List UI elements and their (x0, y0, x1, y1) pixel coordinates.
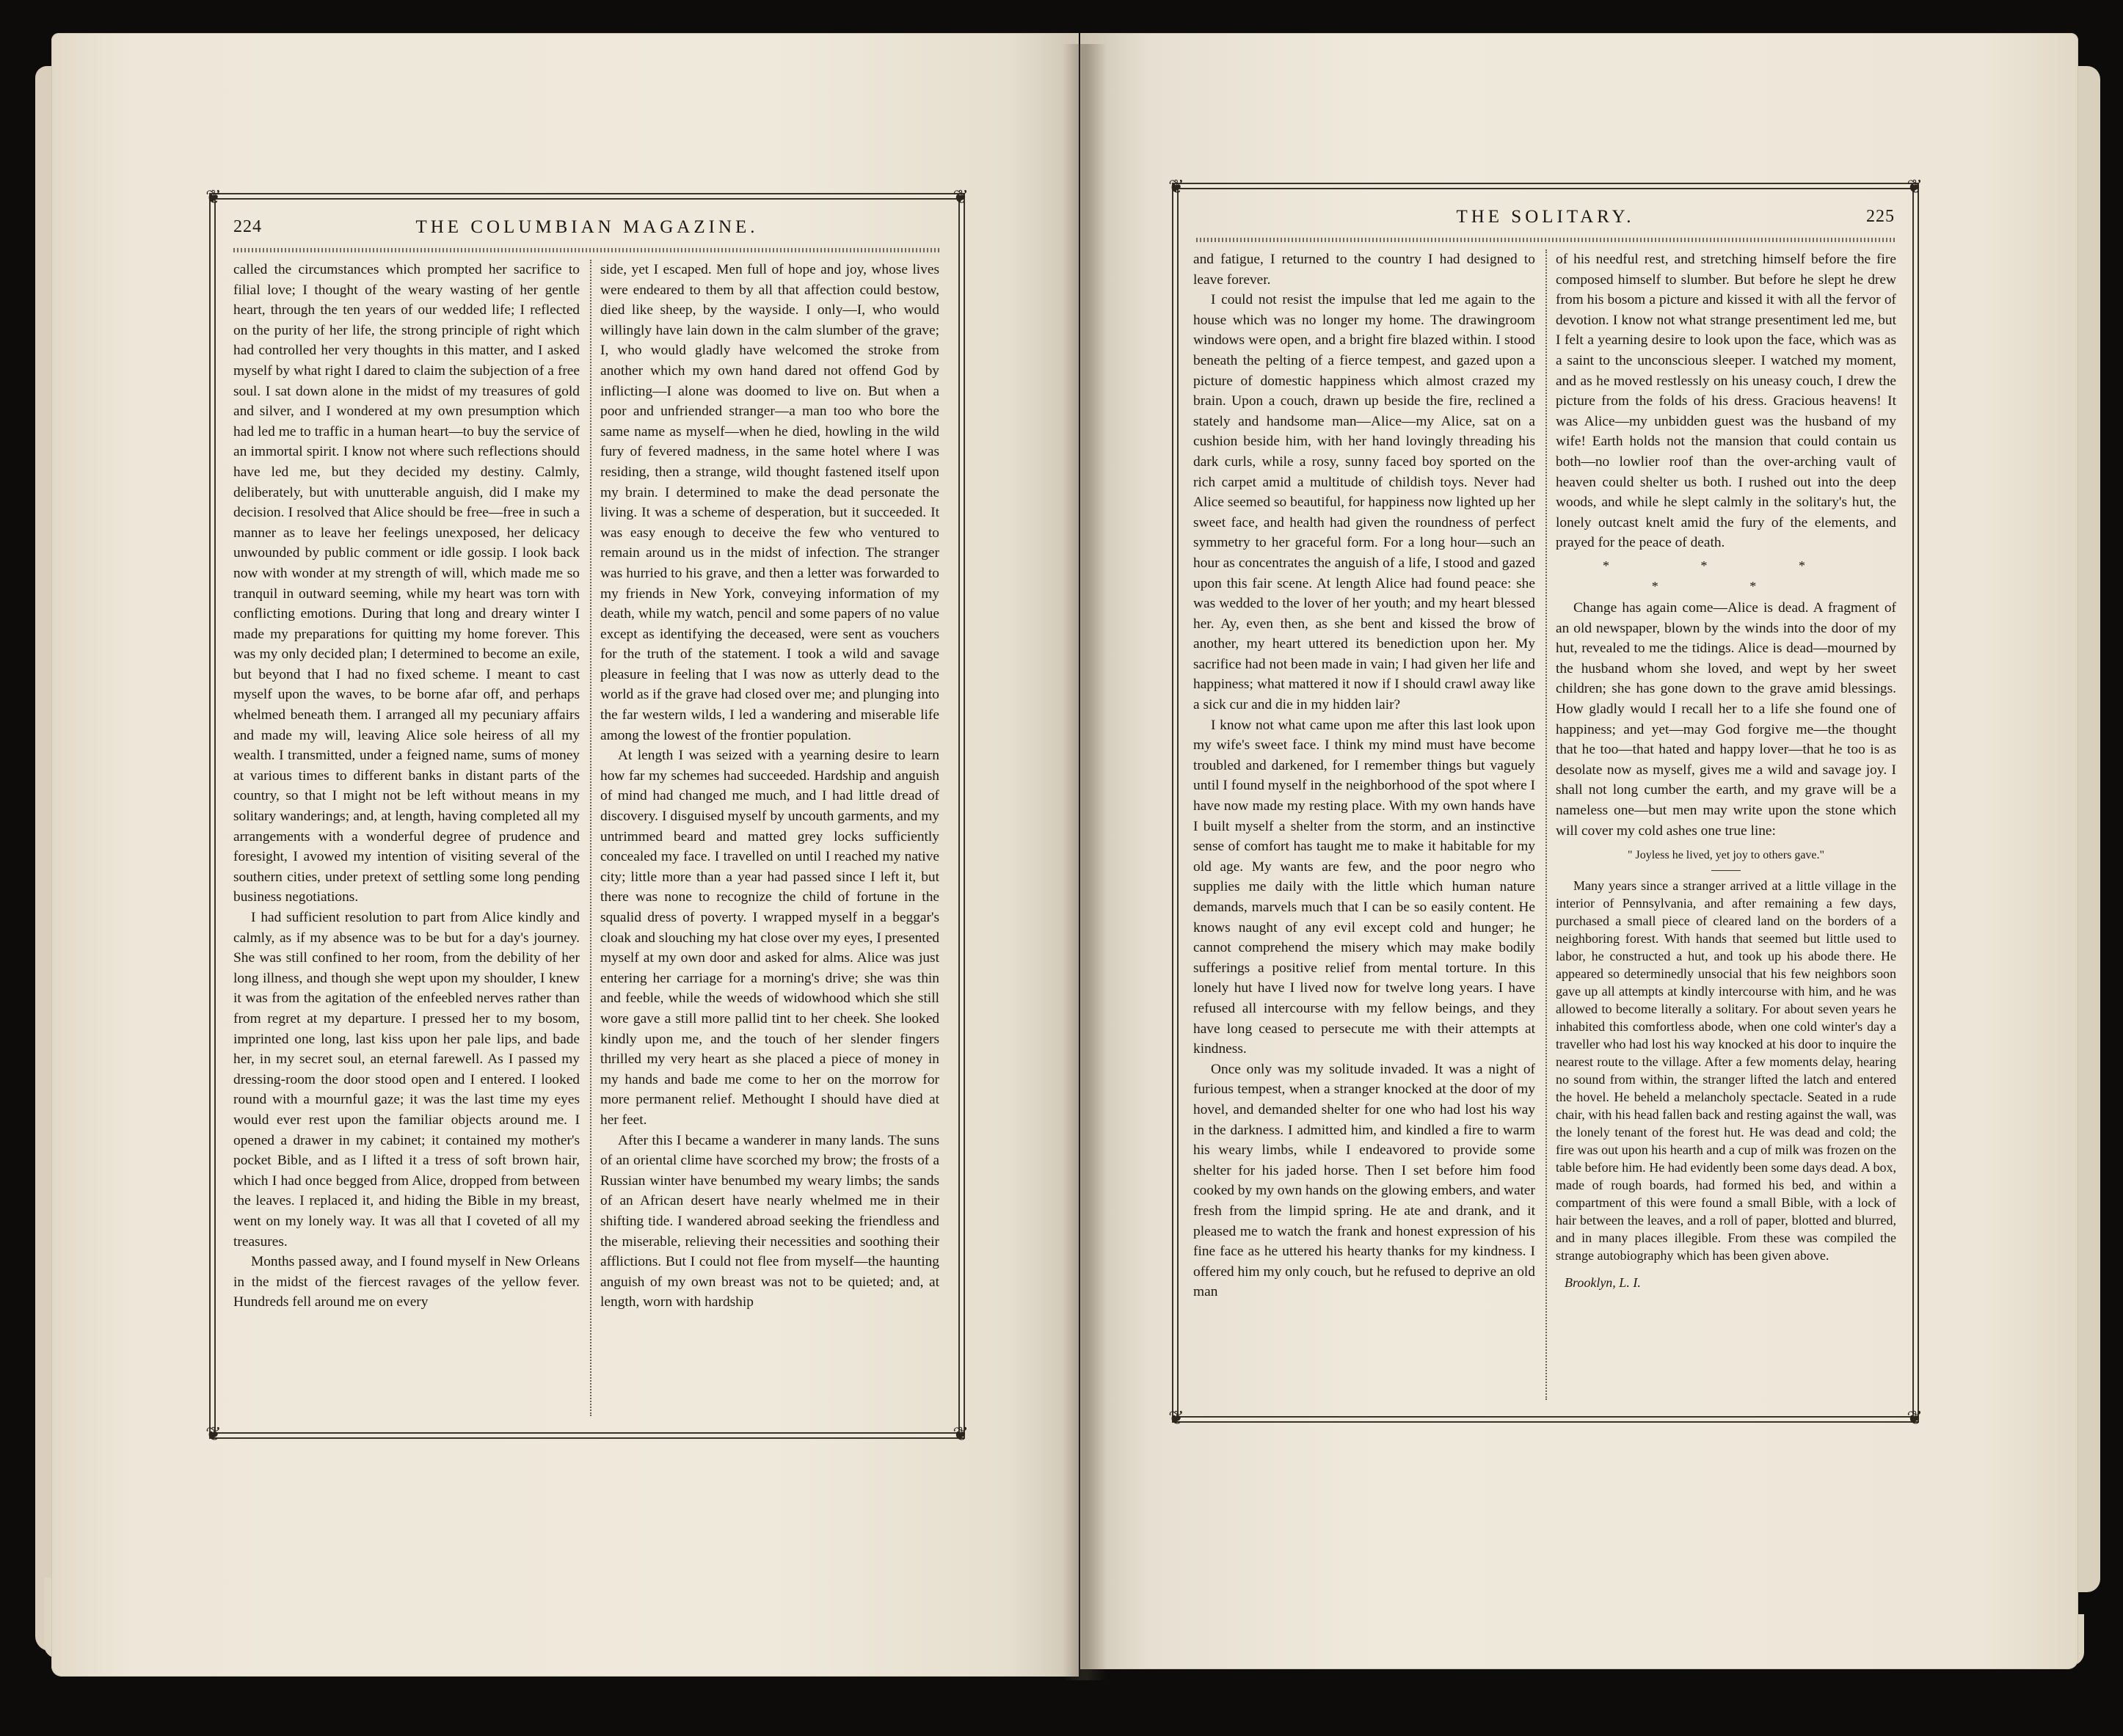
signature: Brooklyn, L. I. (1565, 1274, 1641, 1290)
paragraph: I could not resist the impulse that led me again to the house which was no longer my home. The drawingroom windows were open, and a bright fire blazed within. I stood beneath the pelting of a fierce tempest, and gazed upon a picture of domestic happiness which almost crazed my brain. Upon a couch, drawn up beside the fire, reclined a stately and handsome man—Alice—my Alice, sat on a cushion beside him, with her hand lovingly threading his dark curls, while a rosy, sunny faced boy sported on the rich carpet amid a multitude of childish toys. Never had Alice seemed so beautiful, for happiness now lighted up her sweet face, and health had given the roundness of perfect symmetry to her graceful form. For a long hour—such an hour as concentrates the anguish of a life, I stood and gazed upon this fair scene. At length Alice had found peace: she was wedded to the lover of her youth; and my heart blessed her. Ay, even then, as she bent and kissed the brow of another, my heart uttered its benediction upon her. My sacrifice had not been made in vain; I had given her life and happiness; what mattered it now if I should crawl away like a sick cur and die in my hidden lair? (1193, 292, 1535, 713)
section-break-stars: * * * * * (1603, 558, 1849, 594)
column-divider (1545, 249, 1547, 1400)
paragraph: Many years since a stranger arrived at a little village in the interior of Pennsylvania, and after remaining a few days, purchased a small piece of cleared land on the borders of a neighboring forest. With hands that seemed but little used to labor, he constructed a hut, and took up his abode there. He appeared so determinedly unsocial that his few neighbors soon gave up all attempts at kindly intercourse with him, and he was allowed to become literally a solitary. For about seven years he inhabited this comfortless abode, when one cold winter's day a traveller who had lost his way knocked at his door to inquire the nearest route to the village. After a few moments delay, hearing no sound from within, the stranger lifted the latch and entered the hovel. He beheld a melancholy spectacle. Seated in a rude chair, with his head fallen back and resting against the wall, was the lonely tenant of the forest hut. He was dead and cold; the fire was out upon his hearth and a cup of milk was frozen on the table before him. He had evidently been some days dead. A box, made of rough boards, had formed his bed, and within a compartment of this were found a small Bible, with a lock of hair between the leaves, and a roll of paper, blotted and blurred, and in many places illegible. From these was compiled the strange autobiography which has been given above. (1556, 878, 1896, 1263)
right-page-frame (1168, 176, 1923, 1429)
paragraph: At length I was seized with a yearning desire to learn how far my schemes had succeeded. Hardship and anguish of mind had changed me much, and I had little dread of discovery. I disguised myself by uncouth garments, and my untrimmed beard and matted grey locks sufficiently concealed my face. I travelled on until I reached my native city; little more than a year had passed since I left it, but there was none to recognize the child of fortune in the squalid dress of poverty. I wrapped myself in a beggar's cloak and slouching my hat close over my eyes, I presented myself at my own door and asked for alms. Alice was just entering her carriage for a morning's drive; she was thin and feeble, while the weeds of widowhood which she still wore gave a still more pallid tint to her cheek. She looked kindly upon me, and the touch of her slender fingers thrilled my very heart as she placed a piece of money in my hands and bade me come to her on the morrow for more permanent relief. Methought I should have died at her feet. (600, 748, 939, 1128)
text-column-1 (233, 260, 580, 1416)
book-gutter (1063, 44, 1107, 1680)
running-head-title: THE SOLITARY. (1456, 207, 1635, 227)
epitaph-line: " Joyless he lived, yet joy to others gave." (1627, 849, 1825, 862)
text-column-2 (1556, 249, 1896, 1400)
text-column-1 (1193, 249, 1535, 1400)
paragraph: I had sufficient resolution to part from Alice kindly and calmly, as if my absence was to be but for a day's journey. She was still confined to her room, from the debility of her long illness, and though she wept upon my shoulder, I knew it was from the agitation of the enfeebled nerves rather than from regret at my departure. I pressed her to my bosom, imprinted one long, last kiss upon her pale lips, and bade her, in my secret soul, an eternal farewell. As I passed my dressing-room the door stood open and I entered. I looked round with a mournful gaze; it was the last time my eyes would ever rest upon the familiar objects around me. I opened a drawer in my cabinet; it contained my mother's pocket Bible, and as I lifted it a tress of soft brown hair, which I had once begged from Alice, dropped from between the leaves. I replaced it, and hiding the Bible in my breast, went on my lonely way. It was all that I coveted of all my treasures. (233, 910, 580, 1250)
paragraph: After this I became a wanderer in many lands. The suns of an oriental clime have scorched my brow; the frosts of a Russian winter have benumbed my weary limbs; the sands of an African desert have nearly whelmed me in their shifting tide. I wandered abroad seeking the friendless and the miserable, relieving their necessities and soothing their afflictions. But I could not flee from myself—the haunting anguish of my own breast was not to be quieted; and, at length, worn with hardship (600, 1132, 939, 1310)
text-column-2 (600, 260, 939, 1416)
left-page-frame (205, 186, 969, 1445)
paragraph: called the circumstances which prompted her sacrifice to filial love; I thought of the weary wasting of her gentle heart, through the ten years of our wedded life; I reflected on the purity of her life, the strong principle of right which had controlled her very thoughts in this matter, and I asked myself by what right I dared to claim the subjection of a free soul. I sat down alone in the midst of my treasures of gold and silver, and I wondered at my own presumption which had led me to traffic in a human heart—to buy the service of an immortal spirit. I know not where such reflections should have led me, but they decided my destiny. Calmly, deliberately, but with unutterable anguish, did I make my decision. I resolved that Alice should be free—free in such a manner as to leave her feelings unexposed, her delicacy unwounded by public comment or idle gossip. I look back now with wonder at my strength of will, which made me so tranquil in outward seeming, while my heart was torn with conflicting emotions. During that long and dreary winter I made my preparations for quitting my home forever. This was my only decided plan; I determined to become an exile, but beyond that I had no fixed scheme. I meant to cast myself upon the waves, to be borne afar off, and perhaps whelmed beneath them. I arranged all my pecuniary affairs and made my will, leaving Alice sole heiress of all my wealth. I transmitted, under a feigned name, sums of money at various times to different banks in distant parts of the country, so that I might not be left without means in my solitary wanderings; and, at length, having completed all my arrangements with a wonderful degree of prudence and foresight, I avowed my intention of visiting several of the southern cities, under pretext of settling some long pending business negotiations. (233, 262, 580, 905)
page-number: 224 (233, 217, 262, 236)
short-rule (1711, 870, 1741, 871)
corner-ornament: ❦ (1168, 1407, 1184, 1429)
paragraph: of his needful rest, and stretching himself before the fire composed himself to slumber. But before he slept he drew from his bosom a picture and kissed it with all the fervor of devotion. I know not what strange presentiment led me, but I felt a yearning desire to look upon the face, which was as a saint to the unconscious sleeper. I watched my moment, and as he moved restlessly on his uneasy couch, I drew the picture from the folds of his dress. Gracious heavens! It was Alice—my unbidden guest was the husband of my wife! Earth holds not the mansion that could contain us both—no lowlier roof than the over-arching vault of heaven could shelter us both. I rushed out into the deep woods, and while he slept calmly in the solitary's hut, the lonely outcast knelt amid the fury of the elements, and prayed for the peace of death. (1556, 252, 1896, 551)
header-rule (1196, 238, 1895, 242)
corner-ornament: ❦ (1168, 176, 1184, 197)
running-head (1196, 204, 1895, 233)
column-divider (590, 260, 591, 1416)
paragraph: Once only was my solitude invaded. It was a night of furious tempest, when a stranger knocked at the door of my hovel, and demanded shelter for one who had lost his way in the darkness. I admitted him, and kindled a fire to warm his weary limbs, while I endeavored to provide some shelter for his jaded horse. Then I set before him food cooked by my own hands on the glowing embers, and water fresh from the limpid spring. He ate and drank, and it pleased me to watch the frank and honest expression of his fine face as he uttered his hearty thanks for my kindness. I offered him my only couch, but he refused to deprive an old man (1193, 1061, 1535, 1300)
paragraph: side, yet I escaped. Men full of hope and joy, whose lives were endeared to them by all that affection could bestow, died like sheep, by the wayside. I only—I, who would willingly have lain down in the calm slumber of the grave; I, who would gladly have welcomed the stroke from another which my own hand dared not offend God by inflicting—I alone was doomed to live on. But when a poor and unfriended stranger—a man too who bore the same name as myself—when he died, howling in the wild fury of fevered madness, in the same hotel where I was residing, then a strange, wild thought fastened itself upon my brain. I determined to make the dead personate the living. It was a scheme of desperation, but it succeeded. It was easy enough to deceive the few who ventured to remain around us in the midst of infection. The stranger was hurried to his grave, and then a letter was forwarded to my friends in New York, conveying information of my death, while my watch, pencil and some papers of no value except as identifying the deceased, were sent as vouchers for the truth of the statement. I took a wild and savage pleasure in feeling that I was now as utterly dead to the world as if the grave had closed over me; and plunging into the far western wilds, I led a wandering and miserable life among the lowest of the frontier population. (600, 262, 939, 743)
corner-ornament: ❦ (1907, 176, 1923, 197)
running-head (233, 214, 941, 244)
right-page (1080, 33, 2078, 1669)
page-number: 225 (1866, 207, 1895, 226)
corner-ornament: ❦ (205, 1423, 222, 1445)
running-head-title: THE COLUMBIAN MAGAZINE. (415, 217, 759, 237)
corner-ornament: ❦ (205, 186, 222, 208)
paragraph: Change has again come—Alice is dead. A fragment of an old newspaper, blown by the winds into the door of my hut, revealed to me the tidings. Alice is dead—mourned by the husband whom she loved, and wept by her sweet children; she has gone down to the grave amid blessings. How gladly would I recall her to a life she found one of happiness; and yet—may God forgive me—the thought that he too—that hated and happy lover—that he too is as desolate now as myself, gives me a wild and savage joy. I shall not long cumber the earth, and my grave will be a nameless one—but men may write upon the stone which will cover my cold ashes one true line: (1556, 600, 1896, 839)
left-page (51, 33, 1079, 1677)
corner-ornament: ❦ (953, 186, 969, 208)
paragraph: and fatigue, I returned to the country I had designed to leave forever. (1193, 252, 1535, 288)
header-rule (233, 248, 941, 252)
paragraph: Months passed away, and I found myself in New Orleans in the midst of the fiercest ravages of the yellow fever. Hundreds fell around me on every (233, 1254, 580, 1310)
corner-ornament: ❦ (953, 1423, 969, 1445)
paragraph: I know not what came upon me after this last look upon my wife's sweet face. I think my mind must have become troubled and darkened, for I remember things but vaguely until I found myself in the neighborhood of the spot where I have now made my resting place. With my own hands have I built myself a shelter from the storm, and an instinctive sense of comfort has taught me to make it habitable for my old age. My wants are few, and the poor negro who supplies me daily with the little which human nature demands, marvels much that I can be so easily content. He knows naught of any evil except cold and hunger; he cannot comprehend the misery which may make bodily sufferings a positive relief from mental torture. In this lonely hut have I lived now for twelve long years. I have refused all intercourse with my fellow beings, and they have long ceased to persecute me with their attempts at kindness. (1193, 717, 1535, 1057)
corner-ornament: ❦ (1907, 1407, 1923, 1429)
